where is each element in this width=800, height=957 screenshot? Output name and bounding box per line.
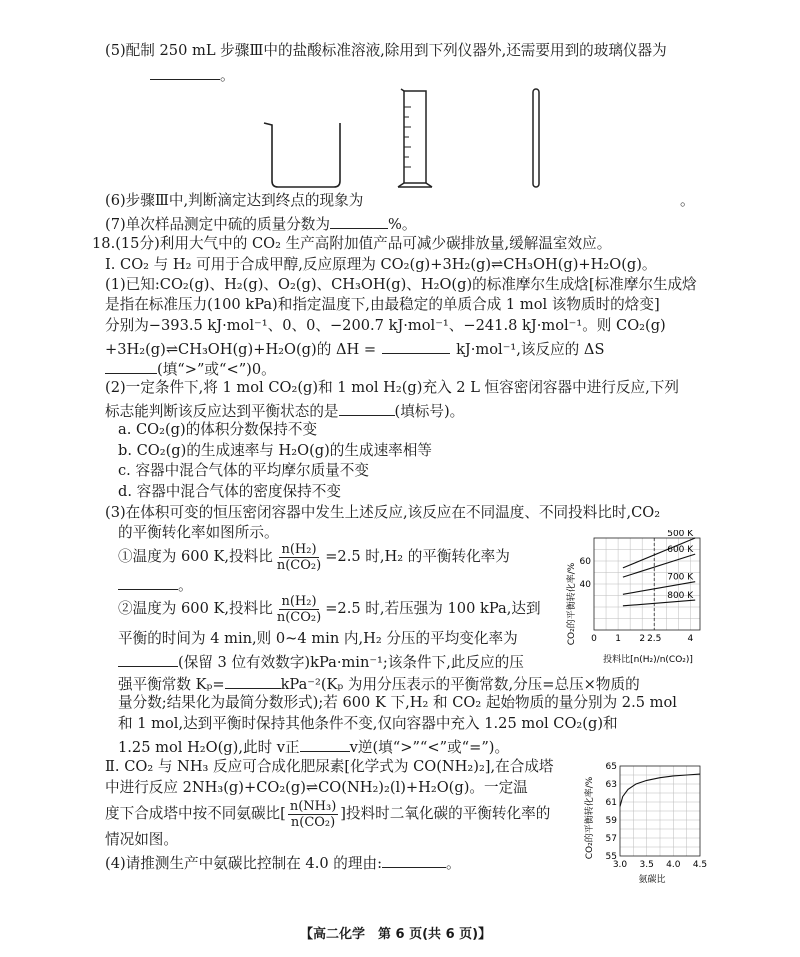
c2-line6: 和 1 mol,达到平衡时保持其他条件不变,仅向容器中充入 1.25 mol CO₂(g)和: [118, 715, 618, 732]
c1-line1: ①温度为 600 K,投料比 $\frac{\text{n(H₂)}}{\text{n(CO₂)}}$ =2.5 时,H₂ 的平衡转化率为: [118, 541, 510, 573]
feed-ratio-fraction: $\frac{\text{n(H₂)}}{\text{n(CO₂)}}$: [276, 593, 322, 625]
series-label: 700 K: [667, 572, 694, 583]
q5-text: (5)配制 250 mL 步骤Ⅲ中的盐酸标准溶液,除用到下列仪器外,还需要用到的玻璃仪器为: [105, 42, 667, 59]
q18-p1-line4: +3H₂(g)⇌CH₃OH(g)+H₂O(g)的 ΔH = kJ·mol⁻¹,该反应的 ΔS: [105, 341, 605, 358]
q18-p1-line3: 分别为−393.5 kJ·mol⁻¹、0、0、−200.7 kJ·mol⁻¹、−241.8 kJ·mol⁻¹。则 CO₂(g): [105, 317, 666, 334]
c1-line2: 。: [118, 576, 193, 594]
x-tick-label: 2.5: [647, 634, 662, 644]
x-tick-label: 4.5: [692, 860, 708, 870]
y-tick-label: 61: [605, 798, 617, 808]
y-tick-label: 40: [579, 580, 591, 590]
q18-p3-line2: 的平衡转化率如图所示。: [118, 524, 279, 541]
q18-p1-line2: 是指在标准压力(100 kPa)和指定温度下,由最稳定的单质合成 1 mol 该物质时的焓变]: [105, 296, 660, 313]
c2-line3: (保留 3 位有效数字)kPa·min⁻¹;该条件下,此反应的压: [118, 653, 524, 671]
y-tick-label: 65: [605, 762, 617, 772]
p4-blank[interactable]: [382, 854, 446, 868]
c2-line1: ②温度为 600 K,投料比 $\frac{\text{n(H₂)}}{\text{n(CO₂)}}$ =2.5 时,若压强为 100 kPa,达到: [118, 593, 541, 625]
series-label: 600 K: [667, 545, 694, 556]
c2-line5: 量分数;结果化为最简分数形式);若 600 K 下,H₂ 和 CO₂ 起始物质的量分别为 2.5 mol: [118, 694, 677, 711]
q6-end: 。: [680, 192, 695, 209]
c2-line2: 平衡的时间为 4 min,则 0~4 min 内,H₂ 分压的平均变化率为: [118, 630, 518, 647]
x-tick-label: 3.0: [612, 860, 628, 870]
option-c: c. 容器中混合气体的平均摩尔质量不变: [118, 462, 369, 479]
q6-text: (6)步骤Ⅲ中,判断滴定达到终点的现象为: [105, 192, 364, 209]
c2-line7: 1.25 mol H₂O(g),此时 v正 v逆(填“>”“<”或“=”)。: [118, 739, 510, 756]
q18-p1-line1: (1)已知:CO₂(g)、H₂(g)、O₂(g)、CH₃OH(g)、H₂O(g)的标准摩尔生成焓[标准摩尔生成焓: [105, 276, 697, 293]
option-d: d. 容器中混合气体的密度保持不变: [118, 483, 341, 500]
y-tick-label: 60: [579, 557, 591, 567]
dh-blank[interactable]: [382, 340, 450, 354]
chart1-xlabel: 投料比[n(H₂)/n(CO₂)]: [603, 655, 693, 665]
part-ii-line4: 情况如图。: [105, 831, 178, 848]
c2-line4: 强平衡常数 Kₚ= kPa⁻²(Kₚ 为用分压表示的平衡常数,分压=总压×物质的: [118, 676, 640, 693]
y-tick-label: 63: [605, 780, 617, 790]
x-tick-label: 4.0: [666, 860, 681, 870]
apparatus-figure: [250, 85, 570, 195]
option-a: a. CO₂(g)的体积分数保持不变: [118, 421, 318, 438]
p4-line: (4)请推测生产中氨碳比控制在 4.0 的理由: 。: [105, 855, 461, 872]
q18-p2-line1: (2)一定条件下,将 1 mol CO₂(g)和 1 mol H₂(g)充入 2 L 恒容密闭容器中进行反应,下列: [105, 379, 679, 396]
co2-conversion-vs-feed-ratio-chart: [560, 530, 710, 670]
c1-blank[interactable]: [118, 576, 178, 590]
q7-text: (7)单次样品测定中硫的质量分数为 %。: [105, 216, 417, 233]
chart2-xlabel: 氨碳比: [638, 875, 666, 885]
co2-conversion-vs-ammonia-carbon-ratio-chart: [580, 758, 710, 888]
ammonia-carbon-ratio-fraction: $\frac{\text{n(NH₃)}}{\text{n(CO₂)}}$: [289, 798, 337, 830]
chart2-ylabel: CO₂的平衡转化率/%: [585, 776, 595, 860]
q5-answer-line[interactable]: 。: [150, 66, 235, 84]
series-label: 500 K: [667, 530, 694, 539]
feed-ratio-fraction: $\frac{\text{n(H₂)}}{\text{n(CO₂)}}$: [276, 541, 322, 573]
q7-blank[interactable]: [330, 215, 388, 229]
q18-p1-line5: (填“>”或“<”)0。: [105, 360, 276, 378]
p2-blank[interactable]: [339, 402, 395, 416]
q18-p2-line2: 标志能判断该反应达到平衡状态的是 (填标号)。: [105, 403, 465, 420]
graduated-cylinder-icon: [398, 89, 432, 187]
q18-intro: 18.(15分)利用大气中的 CO₂ 生产高附加值产品可减少碳排放量,缓解温室效应。: [92, 235, 612, 252]
q18-p3-line1: (3)在体积可变的恒压密闭容器中发生上述反应,该反应在不同温度、不同投料比时,CO₂: [105, 504, 661, 521]
kp-blank[interactable]: [225, 675, 281, 689]
v-blank[interactable]: [300, 738, 350, 752]
y-tick-label: 59: [605, 816, 617, 826]
y-tick-label: 55: [605, 852, 617, 862]
series-label: 800 K: [667, 591, 694, 602]
x-tick-label: 2: [639, 634, 646, 644]
part-ii-line1: Ⅱ. CO₂ 与 NH₃ 反应可合成化肥尿素[化学式为 CO(NH₂)₂],在合成塔: [105, 758, 554, 775]
ds-blank[interactable]: [105, 360, 157, 374]
c2-rate-blank[interactable]: [118, 653, 178, 667]
x-tick-label: 1: [615, 634, 621, 644]
option-b: b. CO₂(g)的生成速率与 H₂O(g)的生成速率相等: [118, 442, 432, 459]
y-tick-label: 57: [605, 834, 617, 844]
beaker-icon: [264, 123, 340, 187]
x-tick-label: 0: [591, 634, 597, 644]
q18-part-i: Ⅰ. CO₂ 与 H₂ 可用于合成甲醇,反应原理为 CO₂(g)+3H₂(g)⇌CH₃OH(g)+H₂O(g)。: [105, 256, 657, 273]
chart1-ylabel: CO₂的平衡转化率/%: [567, 562, 577, 646]
part-ii-line2: 中进行反应 2NH₃(g)+CO₂(g)⇌CO(NH₂)₂(l)+H₂O(g)。一定温: [105, 779, 528, 796]
part-ii-line3: 度下合成塔中按不同氨碳比[ $\frac{\text{n(NH₃)}}{\text{n(CO₂)}}$ ]投料时二氧化碳的平衡转化率的: [105, 798, 551, 830]
x-tick-label: 3.5: [639, 860, 654, 870]
page-footer: 【高二化学 第 6 页(共 6 页)】: [300, 927, 492, 942]
glass-rod-icon: [533, 89, 539, 187]
x-tick-label: 4: [687, 634, 694, 644]
